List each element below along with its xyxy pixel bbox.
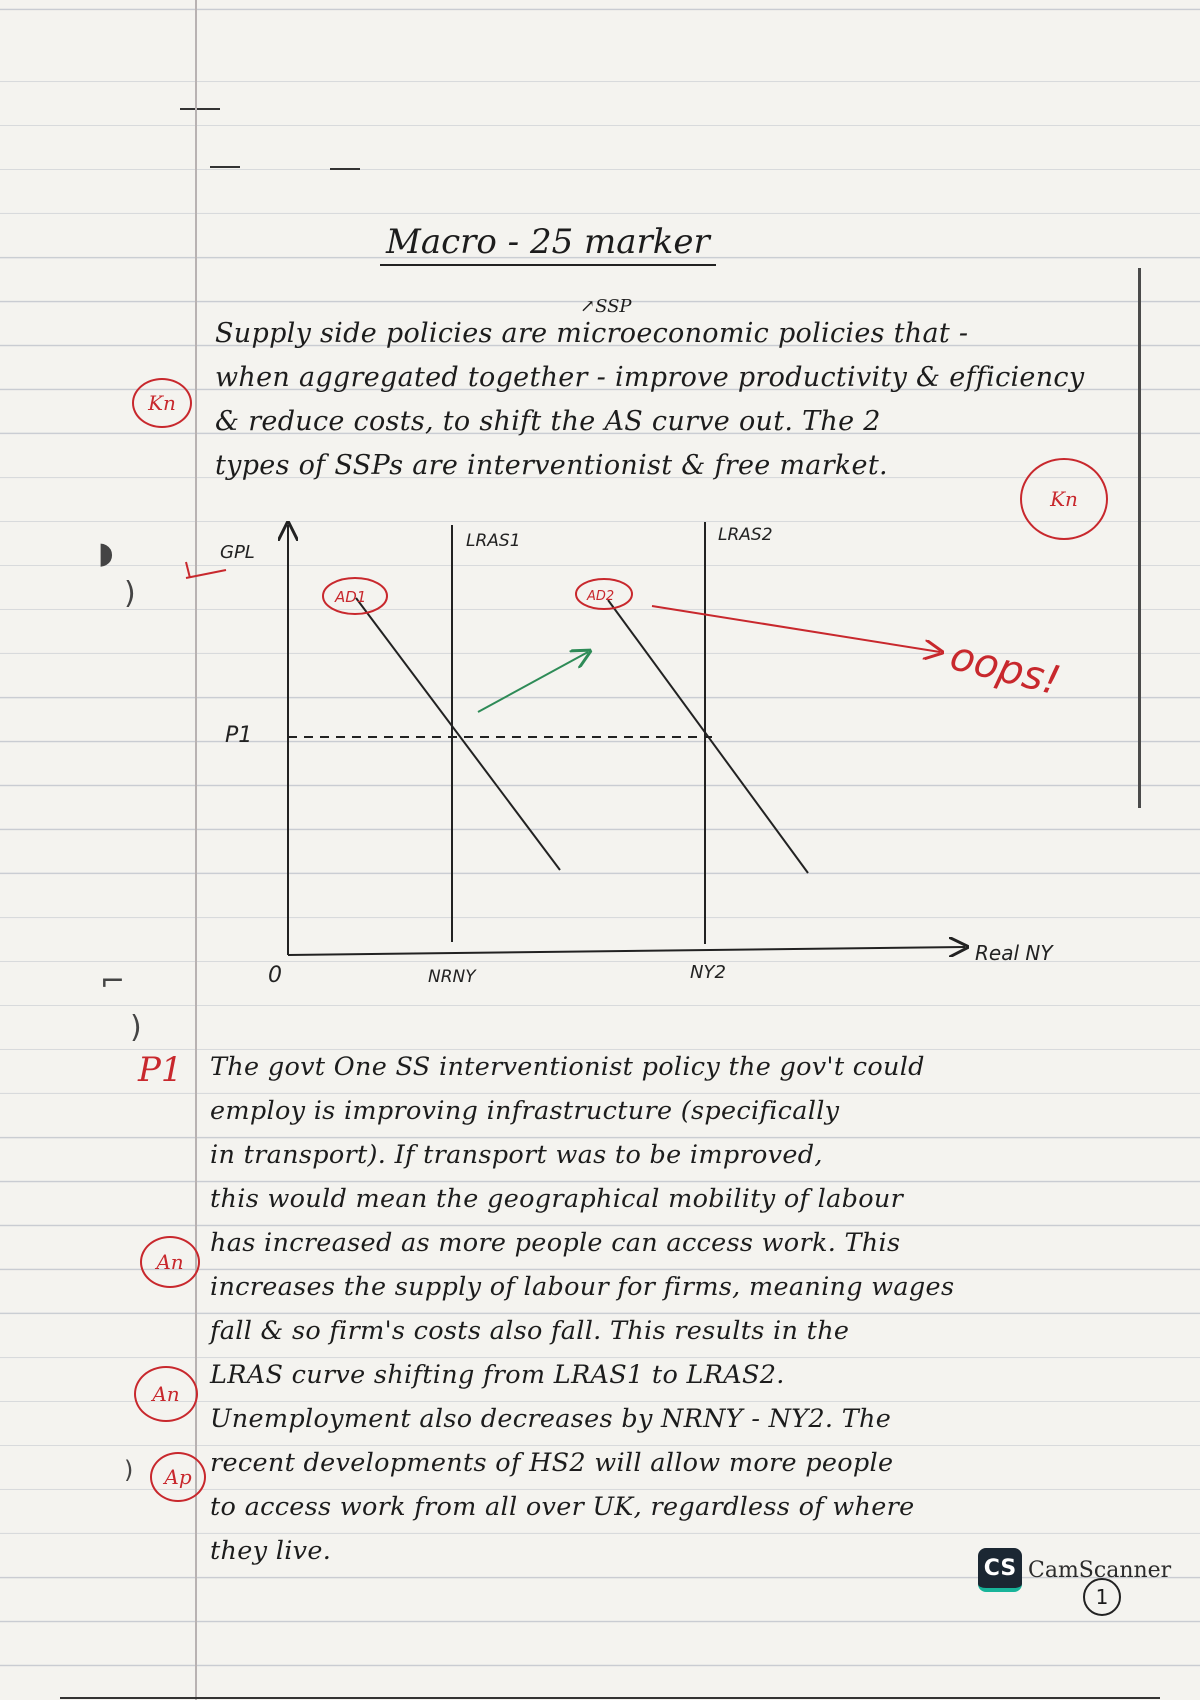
x-axis [288,947,965,955]
hole-punch-mark: ⌐ [100,964,126,999]
hole-punch-mark: ) [130,1010,142,1045]
oops-label: oops! [945,633,1065,705]
ad2-curve [608,600,808,873]
x-axis-label: Real NY [975,941,1053,965]
y-axis-tick-mark [186,562,226,578]
ad1-label: AD1 [335,588,367,606]
body-line: employ is improving infrastructure (specifically [210,1096,840,1126]
page-title: Macro - 25 marker [380,222,716,266]
ssp-annotation: ↗SSP [580,296,632,317]
oops-arrow [652,606,940,652]
application-mark: Ap [150,1452,206,1502]
ad2-label: AD2 [587,589,615,604]
shift-arrow [478,652,588,712]
body-line: they live. [210,1536,332,1566]
analysis-mark: An [134,1366,198,1422]
intro-line: Supply side policies are microeconomic policies that - [215,318,969,349]
point-one-mark: P1 [138,1050,183,1090]
bottom-rule [60,1697,1160,1699]
price-label: P1 [225,723,253,748]
body-line: The govt One SS interventionist policy the gov't could [210,1052,925,1082]
camscanner-watermark [978,1548,1171,1592]
body-line: in transport). If transport was to be improved, [210,1140,823,1170]
body-line: fall & so firm's costs also fall. This results in the [210,1316,850,1346]
x1-label: NRNY [428,967,476,987]
lras1-label: LRAS1 [466,531,521,551]
body-line: recent developments of HS2 will allow more people [210,1448,894,1478]
intro-line: types of SSPs are interventionist & free market. [215,450,888,481]
knowledge-mark: Kn [132,378,192,428]
origin-label: 0 [268,963,282,988]
analysis-mark: An [140,1236,200,1288]
intro-line: & reduce costs, to shift the AS curve out. The 2 [215,406,881,437]
body-line: LRAS curve shifting from LRAS1 to LRAS2. [210,1360,785,1390]
body-line: increases the supply of labour for firms, meaning wages [210,1272,955,1302]
body-line: this would mean the geographical mobility of labour [210,1184,904,1214]
hole-punch-mark: ) [124,576,136,611]
ad1-curve [356,598,560,870]
camscanner-logo-icon: CS [978,1548,1022,1592]
hole-punch-mark: ) [124,1456,134,1484]
camscanner-name: CamScanner [1028,1557,1172,1583]
page-number: 1 [1083,1578,1121,1616]
lras2-label: LRAS2 [718,525,773,545]
y-axis-label: GPL [220,542,255,563]
body-line: has increased as more people can access work. This [210,1228,901,1258]
x2-label: NY2 [690,962,726,983]
hole-punch-mark: ◗ [98,536,114,571]
intro-line: when aggregated together - improve productivity & efficiency [215,362,1085,393]
body-line: to access work from all over UK, regardless of where [210,1492,915,1522]
body-line: Unemployment also decreases by NRNY - NY2. The [210,1404,892,1434]
knowledge-mark: Kn [1020,458,1108,540]
